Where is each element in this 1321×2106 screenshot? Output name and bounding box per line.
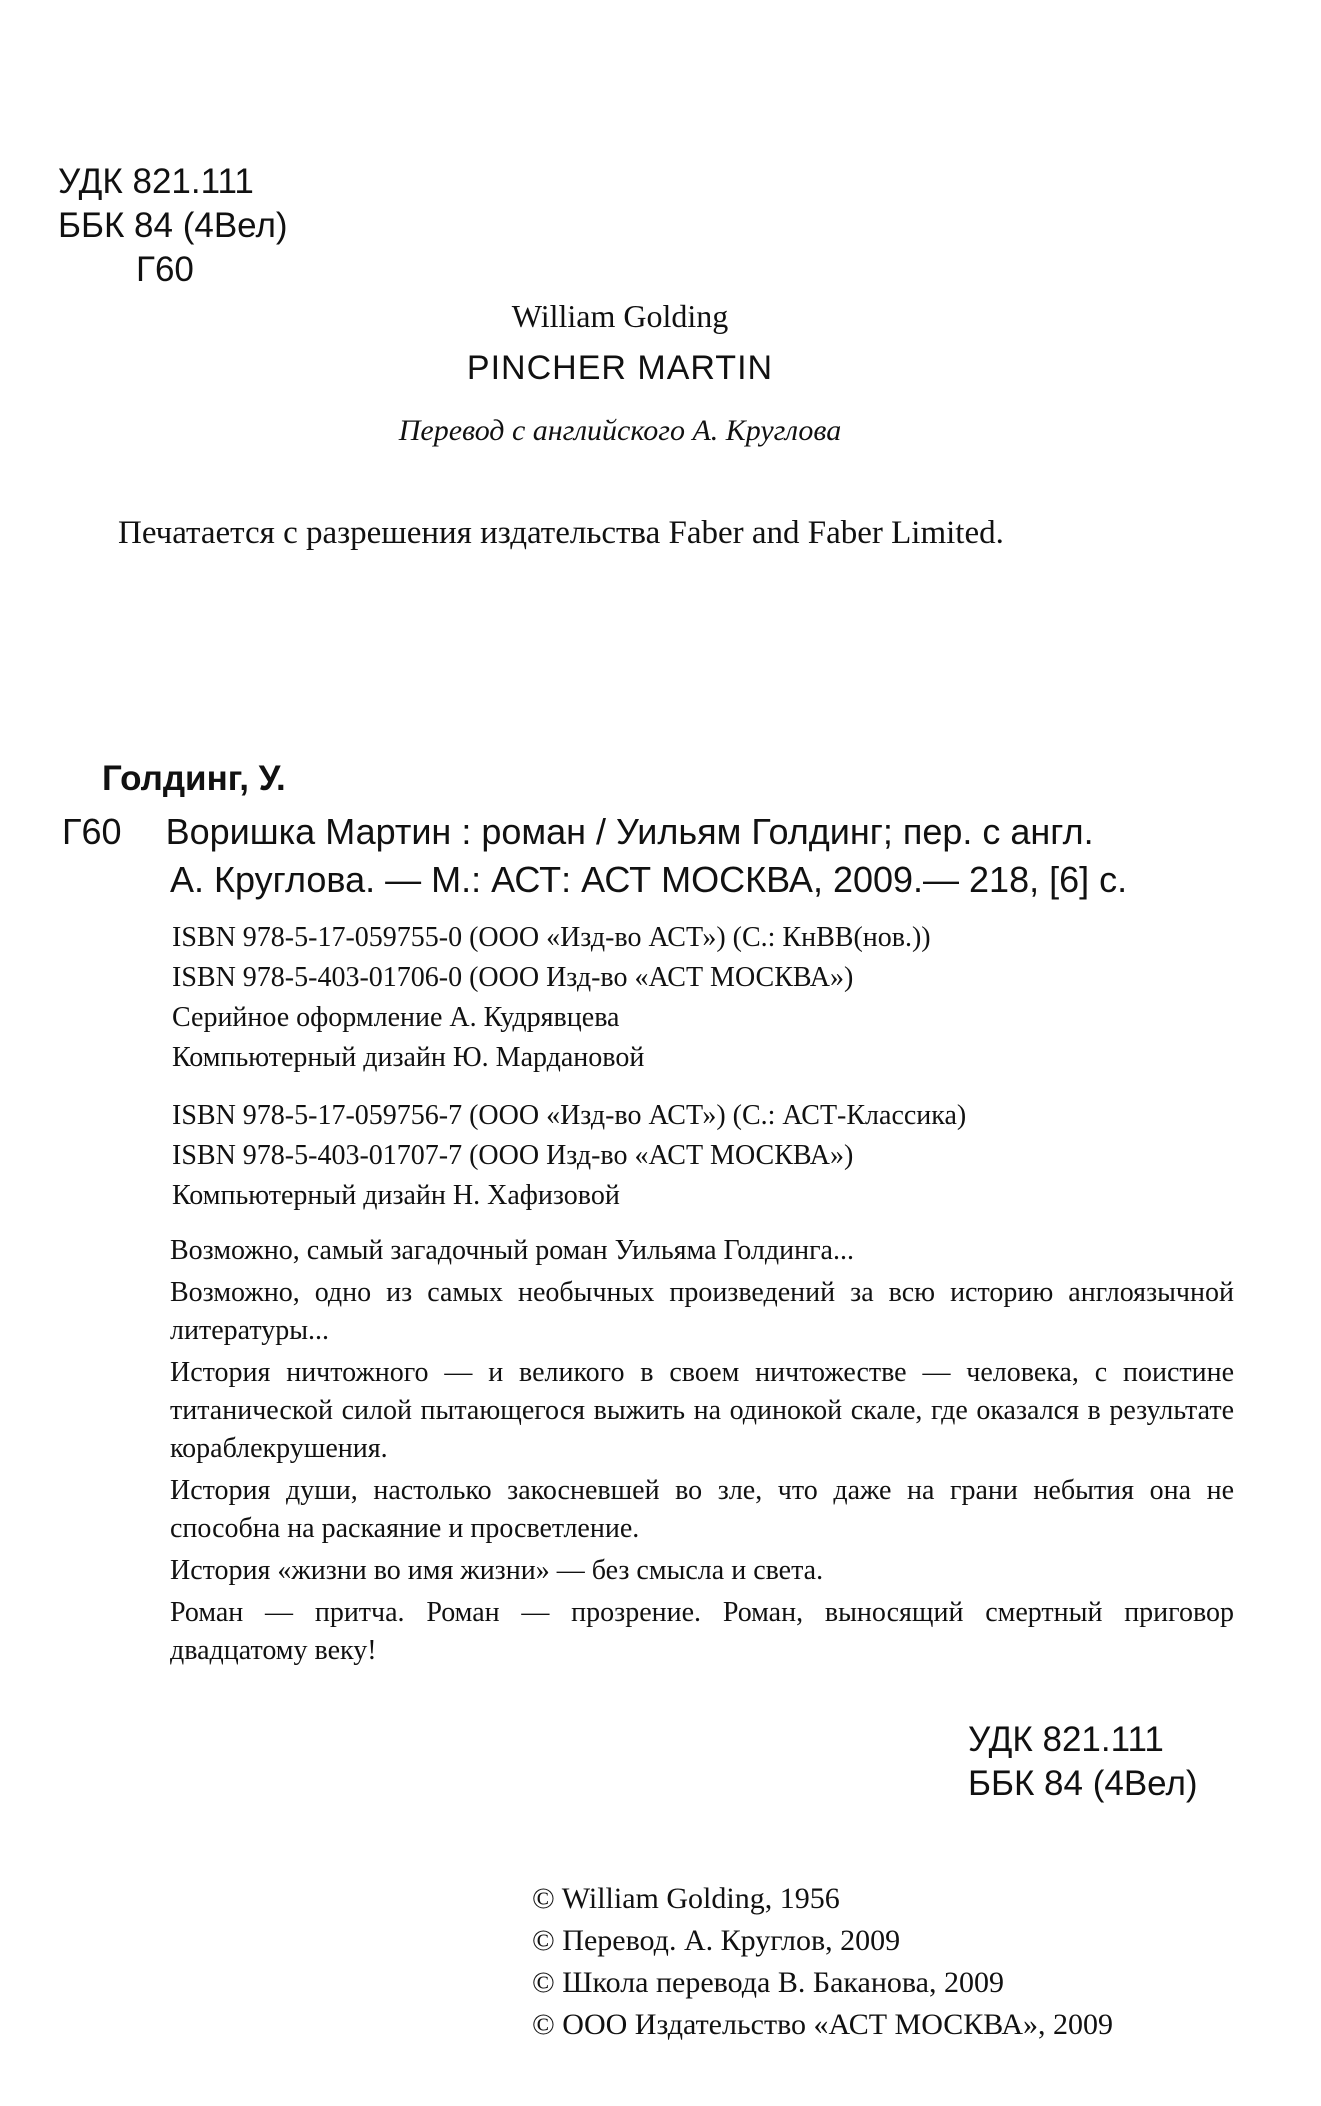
publication-permission: Печатается с разрешения издательства Faber and Faber Limited. <box>118 515 1004 551</box>
bottom-udk-code: УДК 821.111 <box>968 1720 1164 1759</box>
copyright-line: © Школа перевода В. Баканова, 2009 <box>532 1966 1004 1999</box>
top-classification-codes <box>58 160 288 292</box>
isbn-line: ISBN 978-5-403-01706-0 (ООО Изд-во «АСТ МОСКВА») <box>172 962 854 993</box>
bottom-classification-codes <box>968 1718 1198 1806</box>
catalog-description-line-2: А. Круглова. — М.: АСТ: АСТ МОСКВА, 2009.— 218, [6] с. <box>170 859 1128 900</box>
translation-credit: Перевод с английского А. Круглова <box>398 414 842 447</box>
copyright-line: © Перевод. А. Круглов, 2009 <box>532 1924 901 1957</box>
top-author-mark: Г60 <box>136 250 194 289</box>
isbn-group-first <box>172 918 1242 1078</box>
annotation-paragraph: Роман — притча. Роман — прозрение. Роман, выносящий смертный приговор двадцатому веку! <box>170 1597 1234 1666</box>
annotation-paragraph: История «жизни во имя жизни» — без смысла и света. <box>170 1555 824 1586</box>
catalog-author-mark: Г60 <box>62 811 122 852</box>
isbn-group-second <box>172 1096 1242 1216</box>
original-title: PINCHER MARTIN <box>466 349 774 387</box>
book-annotation <box>170 1232 1234 1674</box>
original-author: William Golding <box>511 298 729 334</box>
annotation-paragraph: История души, настолько закосневшей во зле, что даже на грани небытия она не способна на раскаяние и просветление. <box>170 1475 1234 1544</box>
catalog-title-text: Воришка Мартин : роман / Уильям Голдинг; пер. с англ. <box>165 811 1094 852</box>
top-udk-code: УДК 821.111 <box>58 162 254 201</box>
isbn-line: ISBN 978-5-403-01707-7 (ООО Изд-во «АСТ МОСКВА») <box>172 1140 854 1171</box>
top-bbk-code: ББК 84 (4Вел) <box>58 206 288 245</box>
isbn-line: ISBN 978-5-17-059755-0 (ООО «Изд-во АСТ») (С.: КнВВ(нов.)) <box>172 922 931 953</box>
isbn-line: ISBN 978-5-17-059756-7 (ООО «Изд-во АСТ») (С.: АСТ-Классика) <box>172 1100 967 1131</box>
copyright-line: © ООО Издательство «АСТ МОСКВА», 2009 <box>532 2008 1114 2041</box>
annotation-paragraph: Возможно, самый загадочный роман Уильяма Голдинга... <box>170 1235 854 1266</box>
design-credit: Компьютерный дизайн Н. Хафизовой <box>172 1180 620 1211</box>
annotation-paragraph: История ничтожного — и великого в своем ничтожестве — человека, с поистине титанической силой пытающегося выжить на одинокой скале, где оказался в результате кораблекрушения. <box>170 1357 1234 1464</box>
copyright-line: © William Golding, 1956 <box>532 1882 840 1915</box>
copyright-notices <box>532 1878 1113 2046</box>
annotation-paragraph: Возможно, одно из самых необычных произведений за всю историю англоязычной литературы... <box>170 1277 1234 1346</box>
bottom-bbk-code: ББК 84 (4Вел) <box>968 1764 1198 1803</box>
design-credit: Серийное оформление А. Кудрявцева <box>172 1002 620 1033</box>
design-credit: Компьютерный дизайн Ю. Мардановой <box>172 1042 645 1073</box>
catalog-description-line-1 <box>62 808 1094 856</box>
catalog-author: Голдинг, У. <box>102 759 286 798</box>
